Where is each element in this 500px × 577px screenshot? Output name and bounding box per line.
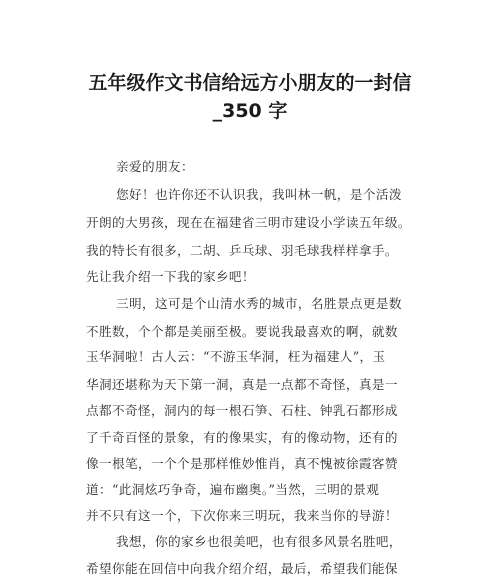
- document-title-continued: _350 字: [212, 100, 288, 122]
- paragraph-line: 玉华洞啦！古人云：“不游玉华洞，枉为福建人”，玉: [86, 349, 386, 364]
- paragraph-line: 开朗的大男孩，现在在福建省三明市建设小学读五年级。: [86, 215, 411, 230]
- paragraph-line: 希望你能在回信中向我介绍介绍，最后，希望我们能保: [86, 561, 398, 576]
- paragraph-line: 我想，你的家乡也很美吧，也有很多风景名胜吧，: [116, 534, 402, 549]
- paragraph-line: 您好！也许你还不认识我，我叫林一帆，是个活泼: [116, 187, 402, 202]
- paragraph-line: 并不只有这一个，下次你来三明玩，我来当你的导游！: [86, 508, 398, 523]
- paragraph-line: 像一根笔，一个个是那样惟妙惟肖，真不愧被徐霞客赞: [86, 456, 398, 471]
- paragraph-line: 不胜数，个个都是美丽至极。要说我最喜欢的啊，就数: [86, 324, 398, 339]
- paragraph-line: 了千奇百怪的景象，有的像果实，有的像动物，还有的: [86, 430, 398, 445]
- paragraph-line: 先让我介绍一下我的家乡吧！: [86, 269, 255, 284]
- salutation: 亲爱的朋友：: [116, 159, 194, 174]
- paragraph-line: 华洞还堪称为天下第一洞，真是一点都不奇怪，真是一: [86, 377, 398, 392]
- paragraph-line: 我的特长有很多，二胡、乒乓球、羽毛球我样样拿手。: [86, 243, 398, 258]
- paragraph-line: 三明，这可是个山清水秀的城市，名胜景点更是数: [116, 296, 402, 311]
- paragraph-line: 道：“此洞炫巧争奇，遍布幽奥。”当然，三明的景观: [86, 482, 380, 497]
- document-title: 五年级作文书信给远方小朋友的一封信: [88, 72, 412, 94]
- paragraph-line: 点都不奇怪，洞内的每一根石笋、石柱、钟乳石都形成: [86, 403, 398, 418]
